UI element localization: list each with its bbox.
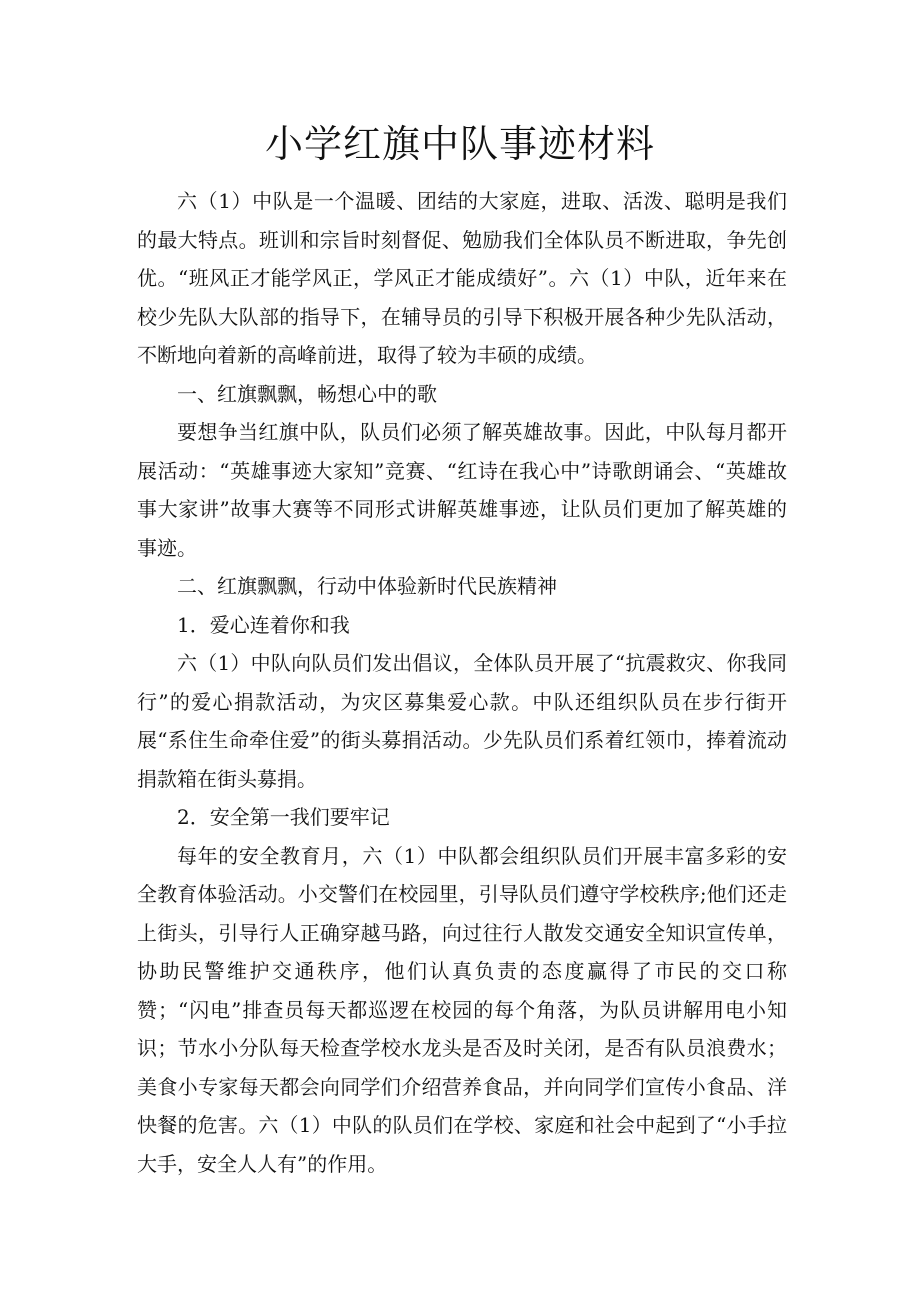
document-title: 小学红旗中队事迹材料 (264, 122, 655, 166)
paragraph-safety: 每年的安全教育月，六（1）中队都会组织队员们开展丰富多彩的安全教育体验活动。小交警们在校园里，引导队员们遵守学校秩序;他们还走上街头，引导行人正确穿越马路，向过往行人散发交通安全知识宣传单，协助民警维护交通秩序，他们认真负责的态度赢得了市民的交口称赞；“闪电”排查员每天都巡逻在校园的每个角落，为队员讲解用电小知识；节水小分队每天检查学校水龙头是否及时关闭，是否有队员浪费水；美食小专家每天都会向同学们介绍营养食品，并向同学们宣传小食品、洋快餐的危害。六（1）中队的队员们在学校、家庭和社会中起到了“小手拉大手，安全人人有”的作用。 (137, 843, 787, 1176)
paragraph-donation: 六（1）中队向队员们发出倡议，全体队员开展了“抗震救灾、你我同行”的爱心捐款活动，为灾区募集爱心款。中队还组织队员在步行街开展“系住生命牵住爱”的街头募捐活动。少先队员们系着红领巾，捧着流动捐款箱在街头募捐。 (137, 651, 787, 791)
section-heading-2: 二、红旗飘飘，行动中体验新时代民族精神 (177, 574, 557, 598)
subsection-heading-2: 2．安全第一我们要牢记 (177, 805, 390, 829)
section-heading-1: 一、红旗飘飘，畅想心中的歌 (177, 381, 437, 406)
subsection-heading-1: 1．爱心连着你和我 (177, 612, 350, 637)
document-body (137, 182, 787, 1183)
paragraph-intro: 六（1）中队是一个温暖、团结的大家庭，进取、活泼、聪明是我们的最大特点。班训和宗旨时刻督促、勉励我们全体队员不断进取，争先创优。“班风正才能学风正，学风正才能成绩好”。六（1）中队，近年来在校少先队大队部的指导下，在辅导员的引导下积极开展各种少先队活动，不断地向着新的高峰前进，取得了较为丰硕的成绩。 (137, 189, 787, 367)
paragraph-heroes: 要想争当红旗中队，队员们必须了解英雄故事。因此，中队每月都开展活动：“英雄事迹大家知”竞赛、“红诗在我心中”诗歌朗诵会、“英雄故事大家讲”故事大赛等不同形式讲解英雄事迹，让队员们更加了解英雄的事迹。 (137, 420, 787, 560)
